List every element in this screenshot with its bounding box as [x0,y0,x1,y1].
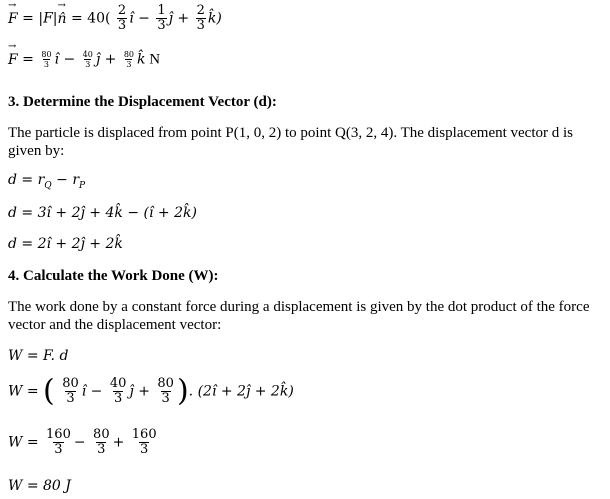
heading-displacement: 3. Determine the Displacement Vector (d): [8,94,277,110]
fraction: $\frac{2}{3}$ [196,3,205,33]
paragraph-work-done: The work done by a constant force during a displacement is given by the dot product of the force vector and the displacement vector: [8,299,590,333]
fraction: $\frac{160}{3}$ [46,427,71,457]
fraction: $\frac{80}{3}$ [157,376,174,406]
displacement-equation-2: d = 3î + 2ĵ + 4k̂ − (î + 2k̂) [8,205,197,221]
fraction: $\frac{80}{3}$ [62,376,79,406]
displacement-equation-3: d = 2î + 2ĵ + 2k̂ [8,236,123,252]
force-vector-symbol: → F [8,52,18,68]
work-equation-1: W = F. d [8,348,69,364]
fraction: $\frac{80}{3}$ [93,427,110,457]
force-vector-symbol: → F [8,11,18,27]
fraction: $\frac{80}{3}$ [123,50,135,69]
heading-work-done: 4. Calculate the Work Done (W): [8,268,219,284]
fraction: $\frac{160}{3}$ [131,427,157,457]
work-equation-2: W = ( $\frac{80}{3}$ î − $\frac{40}{3}$ ĵ + $\frac{80}{3}$ ). (2î + 2ĵ + 2k̂) [8,373,294,409]
work-equation-3: W = $\frac{160}{3}$ − $\frac{80}{3}$ + $\frac{160}{3}$ [8,427,157,457]
displacement-equation-1: $d = r_Q - r_P$ [8,172,86,191]
unit-vector-n: → n̂ [58,11,67,27]
fraction: $\frac{40}{3}$ [82,50,93,69]
fraction: $\frac{2}{3}$ [117,3,127,33]
work-result: W = 80 J [8,478,71,494]
fraction: $\frac{1}{3}$ [157,3,166,33]
fraction: $\frac{40}{3}$ [109,376,127,406]
paragraph-displacement: The particle is displaced from point P(1, 0, 2) to point Q(3, 2, 4). The displacement vector d is given by: [8,125,574,159]
force-equation-1: → F = |F|→ n̂ = 40( $\frac{2}{3}$ î − $\frac{1}{3}$ ĵ + $\frac{2}{3}$ k̂) [8,4,222,33]
force-equation-2: → F = $\frac{80}{3}$ î − $\frac{40}{3}$ ĵ + $\frac{80}{3}$ k̂ N [8,50,160,69]
fraction: $\frac{80}{3}$ [41,50,52,69]
